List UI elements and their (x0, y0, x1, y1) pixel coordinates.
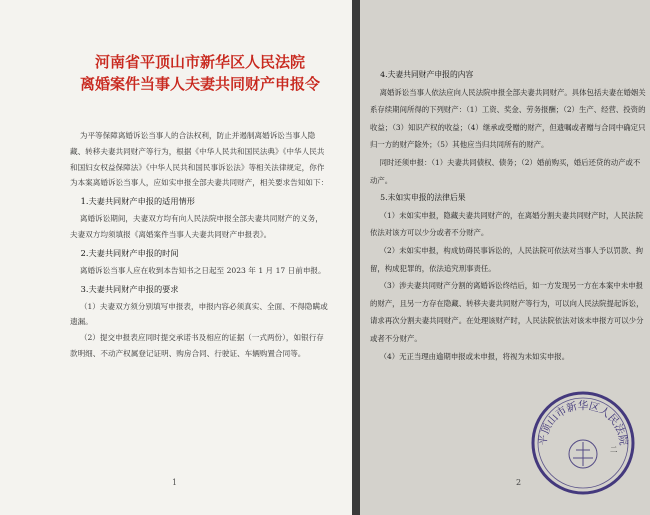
section-1-body: 离婚诉讼期间，夫妻双方均有向人民法院申报全部夫妻共同财产的义务，夫妻双方均须填报《离婚案件当事人夫妻共同财产申报表》。 (70, 214, 323, 239)
section-5-heading: 5.未如实申报的法律后果 (380, 193, 466, 203)
page-number-2: 2 (516, 478, 522, 487)
section-4-body-2: 同时还须申报：（1）夫妻共同债权、债务；（2）婚前购买，婚后还贷的动产或不动产。 (370, 157, 641, 185)
page-number: 1 (172, 478, 178, 487)
section-5-item-3: （3）涉夫妻共同财产分割的离婚诉讼终结后，如一方发现另一方在本案中未申报的财产，且另一方存在隐藏、转移夫妻共同财产等行为，可以向人民法院提起诉讼，请求再次分割夫妻共同财产。在处理该财产时，人民法院依法对该未申报方可以少分或者不分财产。 (370, 281, 644, 343)
section-1-heading: 1.夫妻共同财产申报的适用情形 (80, 196, 195, 207)
document-page-2 (360, 0, 650, 515)
section-4-heading: 4.夫妻共同财产申报的内容 (380, 70, 474, 79)
seal-text: 平顶山市新华区人民法院 (536, 400, 630, 447)
section-2-heading: 2.夫妻共同财产申报的时间 (80, 247, 179, 258)
document-title: 离婚案件当事人夫妻共同财产申报令 (79, 75, 320, 93)
page-divider (352, 0, 360, 515)
section-2-body: 离婚诉讼当事人应在收到本告知书之日起至 2023 年 1 月 17 日前申报。 (79, 265, 326, 275)
section-4-body: 离婚诉讼当事人依法应向人民法院申报全部夫妻共同财产。具体包括夫妻在婚姻关系存续期间所得的下列财产：（1）工资、奖金、劳务报酬；（2）生产、经营、投资的收益；（3）知识产权的收益；（4）继承或受赠的财产，但遗嘱或者赠与合同中确定只归一方的财产除外；（5）其他应当归共同所有的财产。 (370, 87, 646, 150)
section-3-item-2: （2）提交申报表应同时提交承诺书及相应的证据（一式两份），如银行存款明细、不动产权属登记证明、购房合同、行驶证、车辆购置合同等。 (70, 333, 324, 358)
section-5-item-4: （4）无正当理由逾期申报或未申报，将视为未如实申报。 (379, 351, 570, 361)
court-title: 河南省平顶山市新华区人民法院 (94, 53, 305, 71)
date-fragment: 二 (610, 445, 618, 454)
section-5-item-1: （1）未如实申报，隐藏夫妻共同财产的，在离婚分割夫妻共同财产时，人民法院依法对该方可以少分或者不分财产。 (370, 210, 643, 238)
intro-paragraph: 为平等保障离婚诉讼当事人的合法权利，防止并遏制离婚诉讼当事人隐藏、转移夫妻共同财产等行为，根据《中华人民共和国民法典》《中华人民共和国妇女权益保障法》《中华人民共和国民事诉讼法》等相关法律规定，你作为本案离婚诉讼当事人，应如实申报全部夫妻共同财产，相关要求告知如下： (70, 131, 329, 188)
section-5-item-2: （2）未如实申报，构成妨碍民事诉讼的，人民法院可依法对当事人予以罚款、拘留，构成犯罪的，依法追究刑事责任。 (370, 245, 643, 273)
court-seal-icon (528, 388, 638, 498)
section-3-item-1: （1）夫妻双方须分别填写申报表，申报内容必须真实、全面、不得隐瞒或遗漏。 (70, 301, 328, 327)
section-3-heading: 3.夫妻共同财产申报的要求 (80, 283, 179, 294)
